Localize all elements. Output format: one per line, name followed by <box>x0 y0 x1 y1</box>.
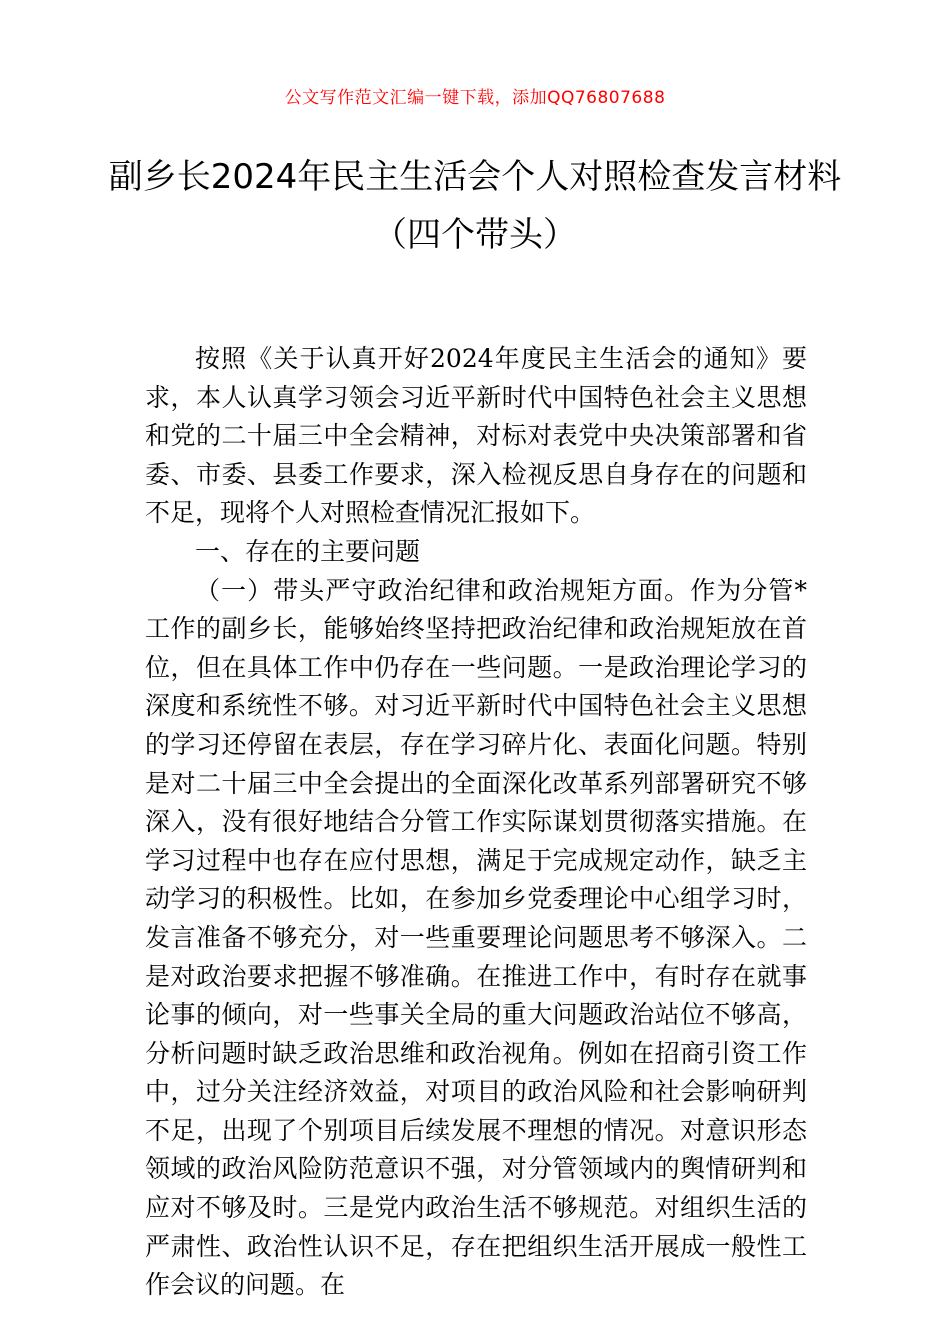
page-title: 副乡长2024年民主生活会个人对照检查发言材料（四个带头） <box>108 157 842 255</box>
header-note: 公文写作范文汇编一键下载，添加QQ76807688 <box>284 88 666 108</box>
document-body <box>145 340 807 1305</box>
body-paragraph: （一）带头严守政治纪律和政治规矩方面。作为分管*工作的副乡长，能够始终坚持把政治纪律和政治规矩放在首位，但在具体工作中仍存在一些问题。一是政治理论学习的深度和系统性不够。对习近平新时代中国特色社会主义思想的学习还停留在表层，存在学习碎片化、表面化问题。特别是对二十届三中全会提出的全面深化改革系列部署研究不够深入，没有很好地结合分管工作实际谋划贯彻落实措施。在学习过程中也存在应付思想，满足于完成规定动作，缺乏主动学习的积极性。比如，在参加乡党委理论中心组学习时，发言准备不够充分，对一些重要理论问题思考不够深入。二是对政治要求把握不够准确。在推进工作中，有时存在就事论事的倾向，对一些事关全局的重大问题政治站位不够高，分析问题时缺乏政治思维和政治视角。例如在招商引资工作中，过分关注经济效益，对项目的政治风险和社会影响研判不足，出现了个别项目后续发展不理想的情况。对意识形态领域的政治风险防范意识不强，对分管领域内的舆情研判和应对不够及时。三是党内政治生活不够规范。对组织生活的严肃性、政治性认识不足，存在把组织生活开展成一般性工作会议的问题。在 <box>145 575 807 1300</box>
section-heading: 一、存在的主要问题 <box>195 536 421 566</box>
intro-paragraph: 按照《关于认真开好2024年度民主生活会的通知》要求，本人认真学习领会习近平新时代中国特色社会主义思想和党的二十届三中全会精神，对标对表党中央决策部署和省委、市委、县委工作要求，深入检视反思自身存在的问题和不足，现将个人对照检查情况汇报如下。 <box>145 344 807 528</box>
